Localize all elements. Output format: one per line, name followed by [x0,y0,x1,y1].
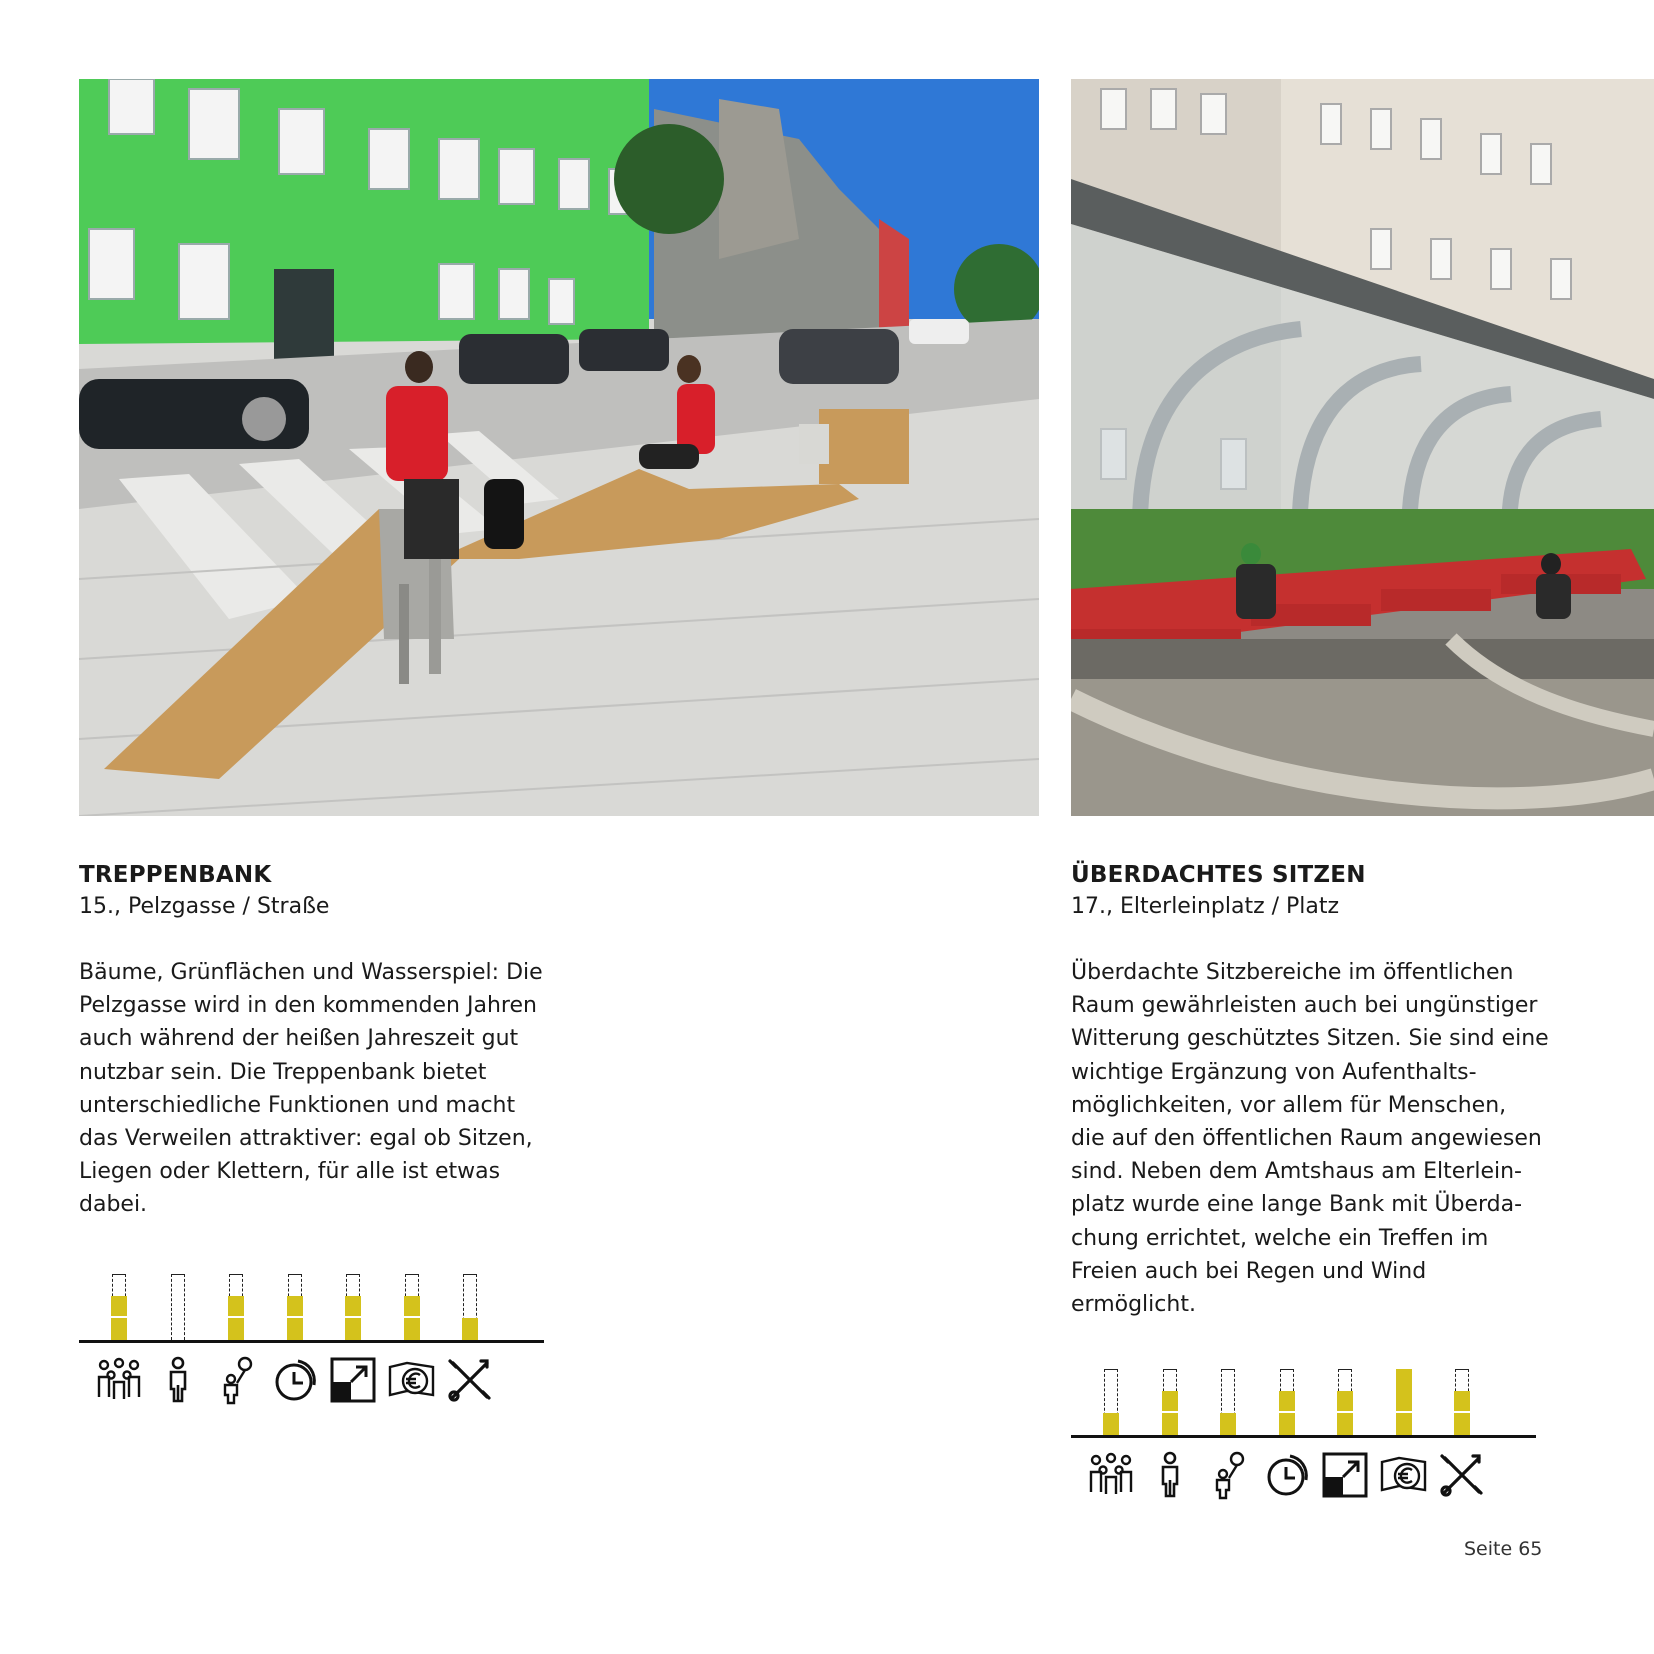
rating-bar [171,1274,185,1340]
body-line: die auf den öffentlichen Raum angewiesen [1071,1126,1542,1152]
body-line: Überdachte Sitzbereiche im öffentlichen [1071,960,1514,985]
photo-ueberdachtes-sitzen [1071,79,1654,816]
body-line: sind. Neben dem Amtshaus am Elterlein- [1071,1159,1522,1185]
rating-icons [1071,1450,1536,1510]
page-number: Seite 65 [1464,1538,1543,1560]
tools-icon [445,1355,495,1405]
rating-bar [346,1274,360,1340]
clock-icon [270,1355,320,1405]
rating-bar [112,1274,126,1340]
body-line: Liegen oder Klettern, für alle ist etwas [79,1159,501,1185]
body-line: Freien auch bei Regen und Wind [1071,1258,1427,1284]
rating-bars [79,1268,544,1340]
area-expand-icon [328,1355,378,1405]
child-with-balloon-icon [1203,1450,1253,1500]
rating-bar [1397,1369,1411,1435]
rating-bar [1163,1369,1177,1435]
rating-baseline [79,1340,544,1343]
person-icon [1145,1450,1195,1500]
body-line: das Verweilen attraktiver: egal ob Sitzen, [79,1126,533,1152]
body-line: chung errichtet, welche ein Treffen im [1071,1225,1489,1251]
body-line: platz wurde eine lange Bank mit Überda- [1071,1192,1523,1218]
article-location: 15., Pelzgasse / Straße [79,894,330,919]
article-body [1071,956,1551,1321]
body-line: nutzbar sein. Die Treppenbank bietet [79,1059,487,1085]
cost-euro-icon [387,1355,437,1405]
area-expand-icon [1320,1450,1370,1500]
rating-icons [79,1355,544,1415]
body-line: dabei. [79,1192,148,1218]
person-icon [153,1355,203,1405]
body-line: Bäume, Grünflächen und Wasserspiel: Die [79,960,543,985]
rating-baseline [1071,1435,1536,1438]
body-line: ermöglicht. [1071,1292,1196,1318]
rating-bar [1338,1369,1352,1435]
article-location: 17., Elterleinplatz / Platz [1071,894,1340,919]
body-line: Raum gewährleisten auch bei ungünstiger [1071,993,1538,1019]
body-line: Witterung geschütztes Sitzen. Sie sind eine [1071,1026,1549,1052]
rating-bar [288,1274,302,1340]
rating-bar [463,1274,477,1340]
article-treppenbank [79,860,559,1222]
rating-bar [405,1274,419,1340]
rating-bar [1455,1369,1469,1435]
rating-chart-treppenbank [79,1268,544,1415]
tools-icon [1437,1450,1487,1500]
rating-bar [1104,1369,1118,1435]
body-line: Pelzgasse wird in den kommenden Jahren [79,993,537,1019]
group-icon [94,1355,144,1405]
body-line: möglichkeiten, vor allem für Menschen, [1071,1092,1507,1118]
cost-euro-icon [1379,1450,1429,1500]
rating-bar [229,1274,243,1340]
clock-icon [1262,1450,1312,1500]
group-icon [1086,1450,1136,1500]
rating-bar [1280,1369,1294,1435]
child-with-balloon-icon [211,1355,261,1405]
rating-bars [1071,1363,1536,1435]
article-body [79,956,559,1222]
body-line: unterschiedliche Funktionen und macht [79,1092,516,1118]
article-title: ÜBERDACHTES SITZEN [1071,862,1366,888]
body-line: auch während der heißen Jahreszeit gut [79,1026,519,1052]
photo-treppenbank [79,79,1039,816]
rating-bar [1221,1369,1235,1435]
article-ueberdachtes-sitzen [1071,860,1551,1321]
rating-chart-ueberdachtes-sitzen [1071,1363,1536,1510]
article-title: TREPPENBANK [79,862,272,888]
body-line: wichtige Ergänzung von Aufenthalts- [1071,1059,1477,1085]
